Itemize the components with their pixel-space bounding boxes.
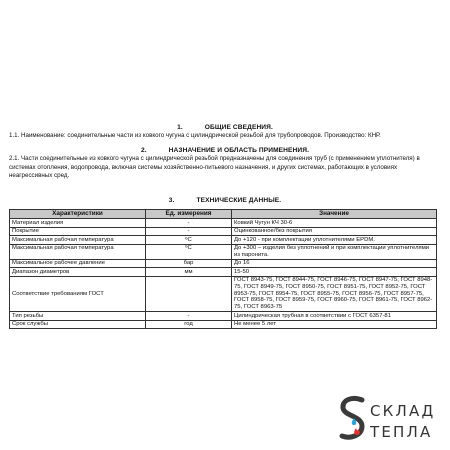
row-unit: ºC <box>146 236 232 244</box>
row-unit: год <box>146 320 232 328</box>
section-3-title: ТЕХНИЧЕСКИЕ ДАННЫЕ. <box>196 197 282 204</box>
row-name: Срок службы <box>10 320 146 328</box>
row-name: Соответствие требованиям ГОСТ <box>10 276 146 311</box>
table-row <box>10 227 437 235</box>
row-value: 15-50 <box>232 268 437 276</box>
header-characteristics: Характеристики <box>10 210 146 219</box>
row-value: До +300 – изделия без уплотнений и при комплектации уплотнителями из паронита. <box>232 244 437 259</box>
row-name: Тип резьбы <box>10 312 146 320</box>
technical-data-table <box>9 209 437 329</box>
section-1-title: ОБЩИЕ СВЕДЕНИЯ. <box>204 124 273 131</box>
table-row <box>10 312 437 320</box>
section-2-number: 2. <box>140 147 147 154</box>
section-2-title: НАЗНАЧЕНИЕ И ОБЛАСТЬ ПРИМЕНЕНИЯ. <box>168 147 310 154</box>
row-name: Максимальная рабочая температура <box>10 236 146 244</box>
row-unit: ºC <box>146 244 232 259</box>
row-unit <box>146 276 232 311</box>
section-1-heading <box>0 124 450 131</box>
row-name: Покрытие <box>10 227 146 235</box>
logo-text-line-1: СКЛАД <box>370 402 436 420</box>
header-unit: Ед. измерения <box>146 210 232 219</box>
header-value: Значение <box>232 210 437 219</box>
table-row <box>10 268 437 276</box>
row-value: Оцинкованное/без покрытия <box>232 227 437 235</box>
row-unit: мм <box>146 268 232 276</box>
row-value: Цилиндрическая трубная в соответствии с ГОСТ 6357-81 <box>232 312 437 320</box>
row-unit: - <box>146 219 232 227</box>
table-header-row <box>10 210 437 219</box>
section-3-number: 3. <box>168 197 175 204</box>
table-row <box>10 236 437 244</box>
row-value: До +120 - при комплектации уплотнителями EPDM. <box>232 236 437 244</box>
row-name: Максимальная рабочая температура <box>10 244 146 259</box>
section-3-heading <box>0 197 450 204</box>
section-1-number: 1. <box>177 124 183 131</box>
section-2-text: 2.1. Части соединительные из ковкого чугуна с цилиндрической резьбой предназначены для соединения труб (с применением уплотнителя) в системах отопления, водопровода, включая системы хозяйственно-питьевого назначения, и других системах, работающих в условиях неагрессивных сред. <box>9 155 420 180</box>
logo-text-line-2: ТЕПЛА <box>370 423 433 441</box>
row-name: Материал изделия <box>10 219 146 227</box>
table-row <box>10 320 437 328</box>
row-unit: - <box>146 227 232 235</box>
section-2-heading <box>0 147 450 154</box>
table-row <box>10 244 437 259</box>
row-name: Диапазон диаметров <box>10 268 146 276</box>
row-value: Не менее 5 лет <box>232 320 437 328</box>
table-row <box>10 219 437 227</box>
pipe-logo-icon <box>334 394 374 444</box>
row-unit: - <box>146 312 232 320</box>
section-1-text: 1.1. Наименование: соединительные части из ковкого чугуна с цилиндрической резьбой для трубопроводов. Производство: КНР. <box>9 132 381 139</box>
table-row <box>10 259 437 267</box>
row-name: Максимальное рабочее давление <box>10 259 146 267</box>
table-row <box>10 276 437 311</box>
row-value: До 16 <box>232 259 437 267</box>
row-value: ГОСТ 8943-75, ГОСТ 8944-75, ГОСТ 8946-75, ГОСТ 8947-75, ГОСТ 8948-75, ГОСТ 8949-75, ГОСТ 8950-75, ГОСТ 8951-75, ГОСТ 8952-75, ГОСТ 8953-75, ГОСТ 8954-75, ГОСТ 8955-75, ГОСТ 8956-75, ГОСТ 8957-75, ГОСТ 8958-75, ГОСТ 8959-75, ГОСТ 8960-75, ГОСТ 8961-75, ГОСТ 8962-75, ГОСТ 8963-75 <box>232 276 437 311</box>
row-value: Ковкий Чугун КЧ 30-6 <box>232 219 437 227</box>
row-unit: бар <box>146 259 232 267</box>
